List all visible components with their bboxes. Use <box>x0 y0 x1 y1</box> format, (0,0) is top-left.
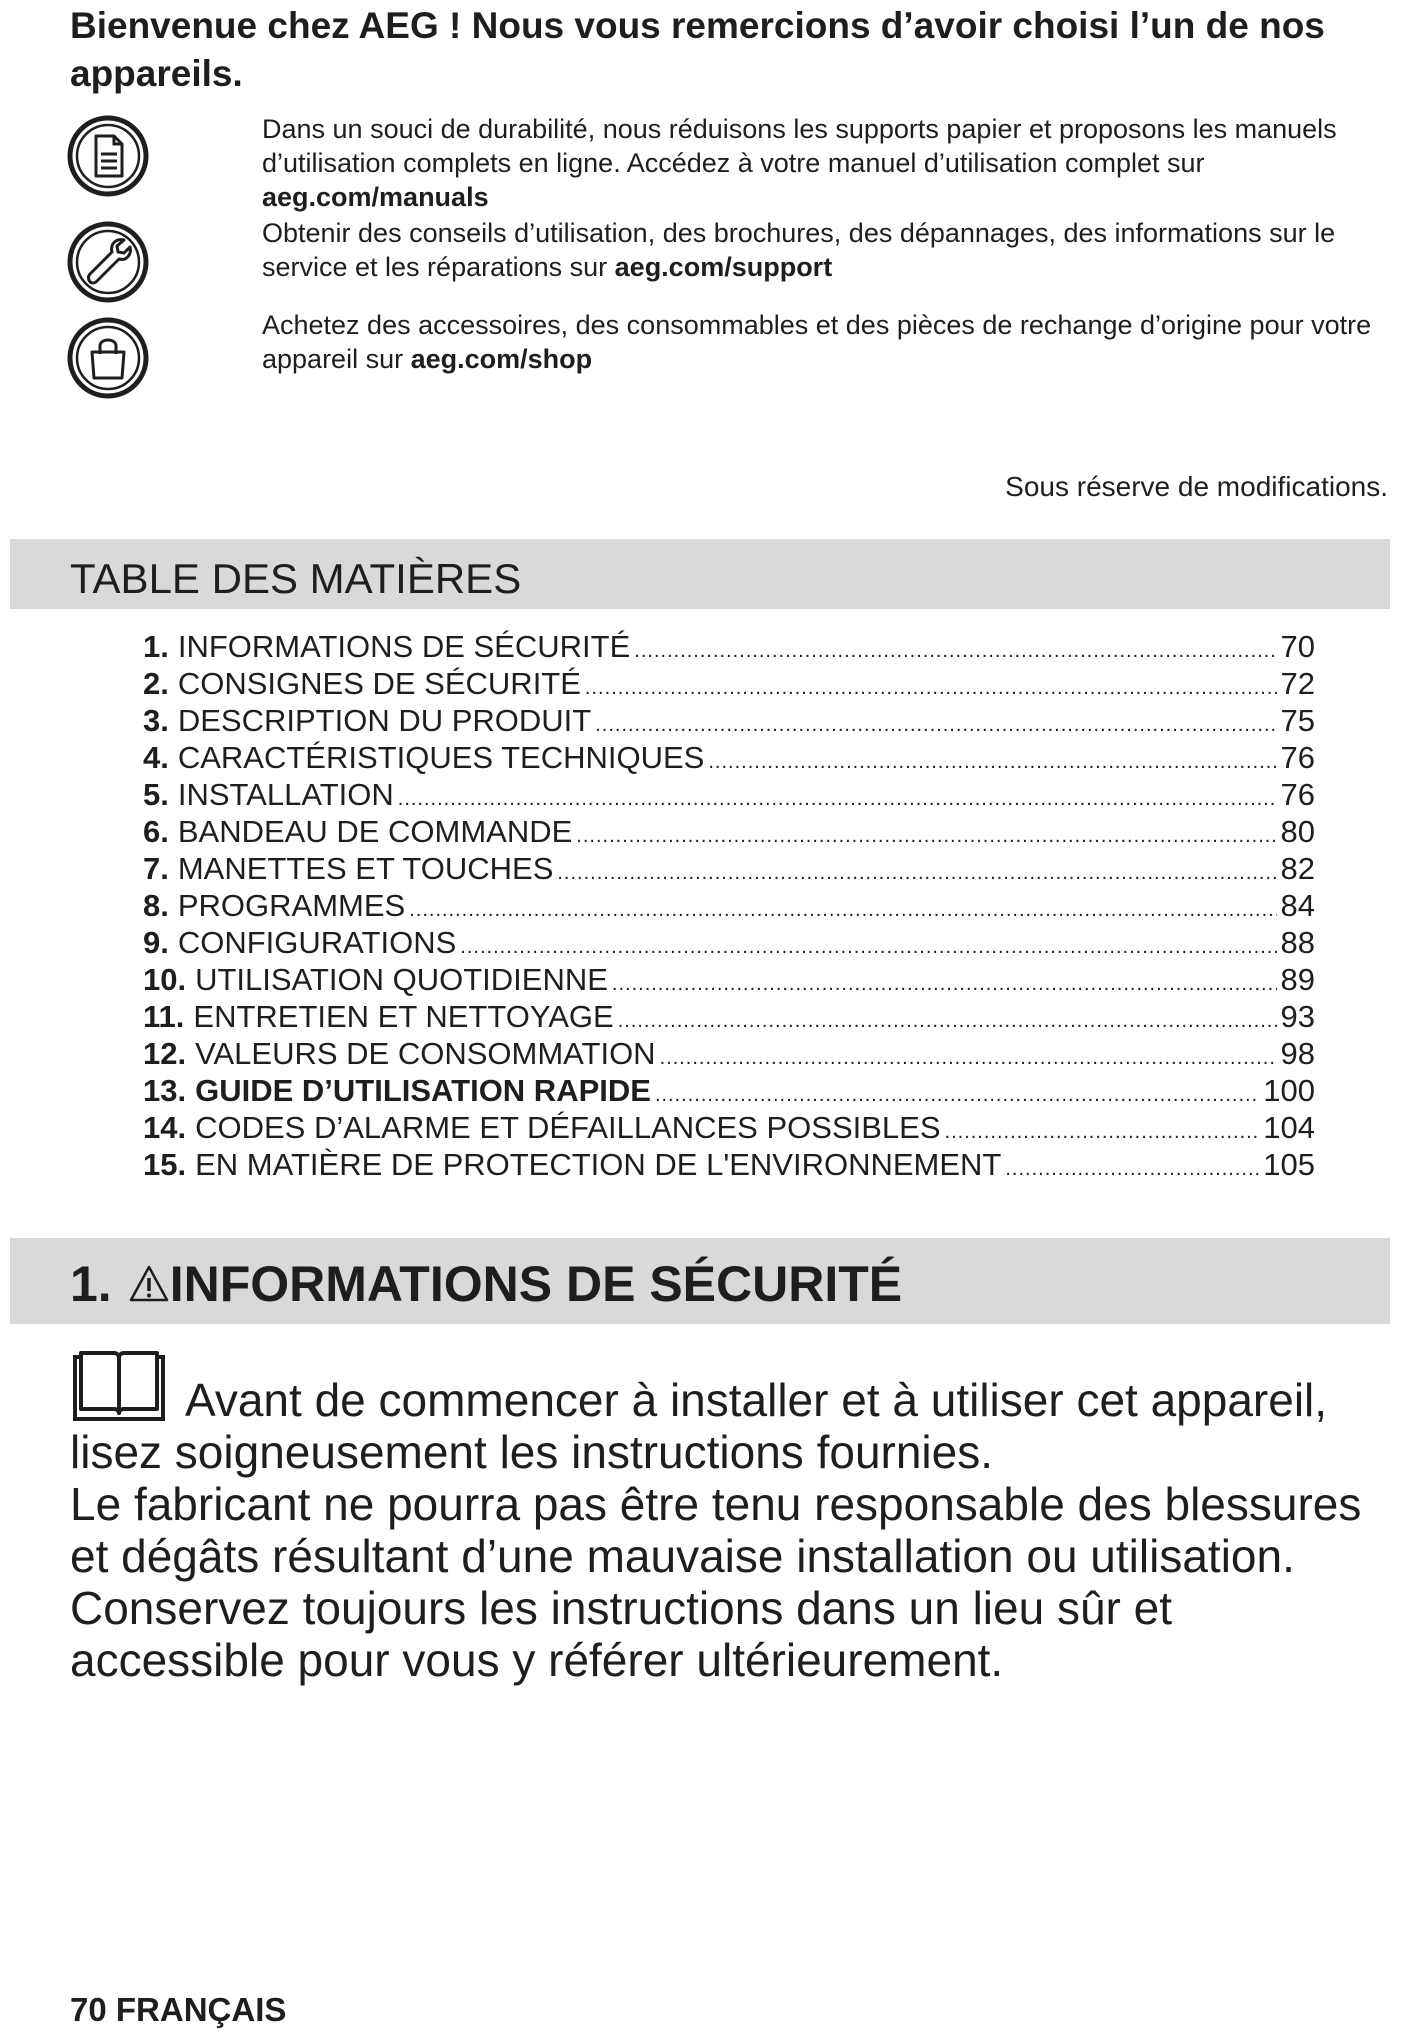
toc-leader-dots <box>576 818 1276 855</box>
toc-item[interactable] <box>143 1035 1315 1072</box>
toc-item-number: 15. <box>143 1147 187 1182</box>
toc-item-number: 9. <box>143 925 169 960</box>
toc-item[interactable] <box>143 739 1315 776</box>
toc-item-page: 76 <box>1280 740 1315 775</box>
toc-item-page: 100 <box>1263 1073 1315 1108</box>
toc-item-number: 10. <box>143 962 187 997</box>
toc-title: TABLE DES MATIÈRES <box>70 555 522 602</box>
toc-item[interactable] <box>143 1146 1315 1183</box>
shopping-bag-icon <box>66 316 150 400</box>
toc-item-label: BANDEAU DE COMMANDE <box>177 814 573 849</box>
toc-leader-dots <box>660 1040 1277 1077</box>
support-info <box>262 216 1382 284</box>
toc-item-page: 104 <box>1263 1110 1315 1145</box>
document-icon <box>66 114 150 198</box>
toc-item-label: CARACTÉRISTIQUES TECHNIQUES <box>177 740 705 775</box>
toc-item-page: 75 <box>1280 703 1315 738</box>
toc-item-label: MANETTES ET TOUCHES <box>177 851 554 886</box>
toc-item-page: 93 <box>1280 999 1315 1034</box>
toc-item-label: ENTRETIEN ET NETTOYAGE <box>193 999 614 1034</box>
toc-item-number: 5. <box>143 777 169 812</box>
toc-item[interactable] <box>143 776 1315 813</box>
toc-item-label: INFORMATIONS DE SÉCURITÉ <box>177 629 631 664</box>
toc-item[interactable] <box>143 1072 1315 1109</box>
toc-item-page: 76 <box>1280 777 1315 812</box>
toc-leader-dots <box>409 892 1276 929</box>
toc-item-number: 6. <box>143 814 169 849</box>
reserve-notice: Sous réserve de modifications. <box>1005 471 1388 502</box>
toc-leader-dots <box>612 966 1277 1003</box>
toc-item-number: 4. <box>143 740 169 775</box>
toc-item-label: DESCRIPTION DU PRODUIT <box>177 703 592 738</box>
toc-item-page: 105 <box>1263 1147 1315 1182</box>
toc-item-label: CODES D’ALARME ET DÉFAILLANCES POSSIBLES <box>195 1110 941 1145</box>
shop-text: Achetez des accessoires, des consommables et des pièces de rechange d’origine pour votre appareil sur <box>262 310 1372 374</box>
section-number: 1. <box>70 1256 112 1312</box>
toc-leader-dots <box>585 670 1277 707</box>
toc-item[interactable] <box>143 998 1315 1035</box>
page-footer: 70 FRANÇAIS <box>70 1991 287 2028</box>
toc-item[interactable] <box>143 961 1315 998</box>
toc-item-number: 8. <box>143 888 169 923</box>
manuals-link[interactable]: aeg.com/manuals <box>262 182 489 212</box>
section-title <box>70 1256 902 1312</box>
toc-item-number: 7. <box>143 851 169 886</box>
toc-item-number: 2. <box>143 666 169 701</box>
toc-item-label: PROGRAMMES <box>177 888 406 923</box>
toc-item[interactable] <box>143 702 1315 739</box>
toc-item-page: 89 <box>1280 962 1315 997</box>
toc-item[interactable] <box>143 628 1315 665</box>
toc-item-label: UTILISATION QUOTIDIENNE <box>195 962 608 997</box>
toc-item-number: 12. <box>143 1036 187 1071</box>
toc-item[interactable] <box>143 924 1315 961</box>
toc-item[interactable] <box>143 850 1315 887</box>
toc-item-label: INSTALLATION <box>177 777 394 812</box>
intro-paragraph-2: Le fabricant ne pourra pas être tenu responsable des blessures et dégâts résultant d’une mauvaise installation ou utilisation. Conservez toujours les instructions dans un lieu sûr et accessible pour vous y référer ultérieurement. <box>70 1478 1362 1686</box>
toc-item-label: CONSIGNES DE SÉCURITÉ <box>177 666 581 701</box>
toc-item-page: 88 <box>1280 925 1315 960</box>
section-title-text: INFORMATIONS DE SÉCURITÉ <box>169 1256 903 1312</box>
manuals-text: Dans un souci de durabilité, nous réduisons les supports papier et proposons les manuels d’utilisation complets en ligne. Accédez à votre manuel d’utilisation complet sur <box>262 114 1337 178</box>
toc-item-label: EN MATIÈRE DE PROTECTION DE L'ENVIRONNEMENT <box>195 1147 1002 1182</box>
manuals-info <box>262 112 1382 214</box>
toc-item[interactable] <box>143 887 1315 924</box>
toc-item-label: CONFIGURATIONS <box>177 925 457 960</box>
toc-leader-dots <box>557 855 1276 892</box>
support-text: Obtenir des conseils d’utilisation, des brochures, des dépannages, des informations sur le service et les réparations sur <box>262 218 1336 282</box>
shop-info <box>262 308 1382 376</box>
toc-item-page: 82 <box>1280 851 1315 886</box>
toc-item-number: 13. <box>143 1073 187 1108</box>
toc-item-page: 72 <box>1280 666 1315 701</box>
toc-leader-dots <box>1005 1151 1259 1188</box>
toc-item-page: 84 <box>1280 888 1315 923</box>
toc-item-label: VALEURS DE CONSOMMATION <box>195 1036 656 1071</box>
support-link[interactable]: aeg.com/support <box>614 252 833 282</box>
wrench-icon <box>66 220 150 304</box>
toc-item[interactable] <box>143 1109 1315 1146</box>
toc-item-label: GUIDE D’UTILISATION RAPIDE <box>195 1073 651 1108</box>
toc-item-page: 80 <box>1280 814 1315 849</box>
toc-item-number: 11. <box>143 999 185 1034</box>
welcome-title: Bienvenue chez AEG ! Nous vous remercions d’avoir choisi l’un de nos appareils. <box>70 5 1325 94</box>
shop-link[interactable]: aeg.com/shop <box>410 344 593 374</box>
toc-leader-dots <box>618 1003 1277 1040</box>
toc-item-number: 14. <box>143 1110 187 1145</box>
safety-intro <box>70 1374 1390 1686</box>
toc-leader-dots <box>708 744 1276 781</box>
warning-icon <box>128 1263 170 1305</box>
toc-list <box>143 628 1315 1183</box>
toc-item-page: 98 <box>1280 1036 1315 1071</box>
section-header-band <box>10 1238 1390 1324</box>
toc-item-number: 3. <box>143 703 169 738</box>
toc-item-page: 70 <box>1280 629 1315 664</box>
toc-header-band <box>10 539 1390 609</box>
toc-item[interactable] <box>143 665 1315 702</box>
toc-item-number: 1. <box>143 629 169 664</box>
intro-paragraph-1: Avant de commencer à installer et à utiliser cet appareil, lisez soigneusement les instructions fournies. <box>70 1374 1328 1478</box>
toc-item[interactable] <box>143 813 1315 850</box>
toc-leader-dots <box>634 633 1276 670</box>
